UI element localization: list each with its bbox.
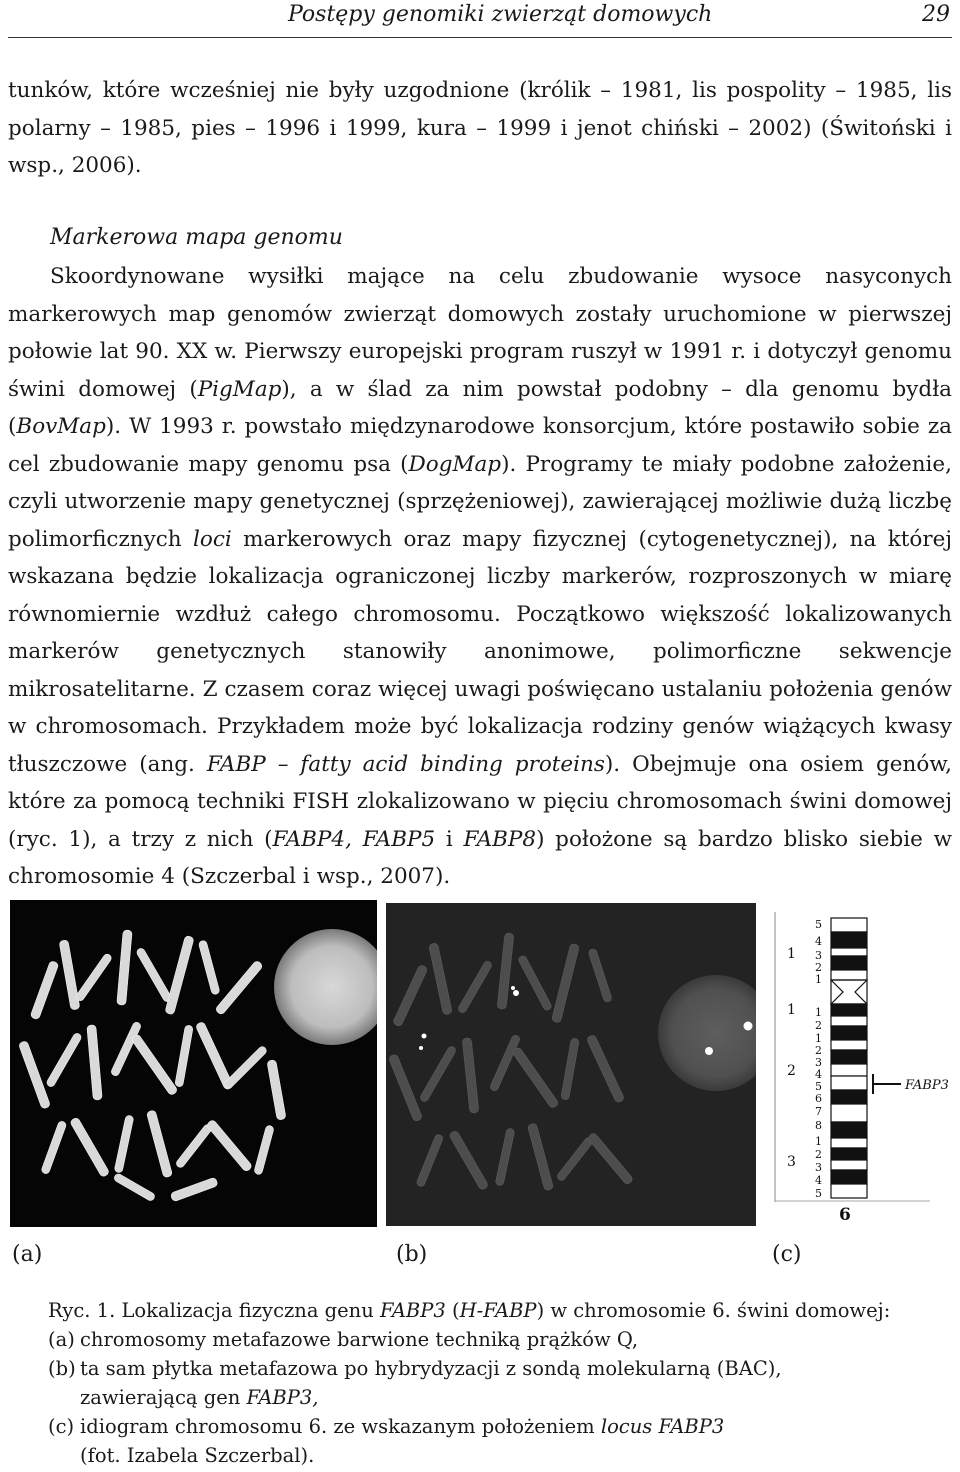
panel-label-b: (b) — [396, 1242, 428, 1267]
band-label: 5 — [815, 1187, 822, 1200]
italic-term: FABP3 — [380, 1299, 446, 1322]
caption-item-label: (c) — [48, 1415, 75, 1438]
text-run: ). Obejmuje ona osiem genów, które za pomocą techniki FISH zlokalizowano w pięciu chromosomach świni domowej (ryc. 1), a trzy z nich ( — [8, 751, 953, 852]
running-header — [0, 0, 960, 40]
caption-item-b — [48, 1354, 928, 1383]
body-text — [8, 72, 952, 896]
text-run: ) położone są bardzo blisko siebie w chromosomie 4 (Szczerbal i wsp., 2007). — [8, 826, 952, 889]
caption-item-text: chromosomy metafazowe barwione techniką prążków Q, — [80, 1328, 639, 1351]
idiogram-region-p1: 1 — [787, 946, 796, 962]
panel-label-a: (a) — [12, 1242, 43, 1267]
text-run: Ryc. 1. Lokalizacja fizyczna genu — [48, 1299, 380, 1322]
idiogram-region-q1: 1 — [787, 1002, 796, 1018]
italic-term-fabp8: FABP8 — [463, 826, 537, 852]
band-label: 3 — [815, 949, 822, 962]
band-label: 8 — [815, 1119, 822, 1132]
band-label: 4 — [815, 1174, 822, 1187]
gene-label-fabp3: FABP3 — [905, 1078, 949, 1093]
metaphase-qbanding-image — [10, 900, 377, 1227]
caption-item-c — [48, 1412, 928, 1441]
metaphase-b-drawing — [386, 903, 756, 1226]
running-title: Postępy genomiki zwierząt domowych — [288, 2, 713, 27]
figure-caption — [48, 1296, 928, 1470]
italic-term-fabp: FABP – fatty acid binding proteins — [206, 751, 605, 777]
idiogram-region-q3: 3 — [787, 1154, 796, 1170]
text-run: Skoordynowane wysiłki mające na celu zbudowanie wysoce nasyconych markerowych map genomów zwierząt domowych zostały uruchomione w pierwszej połowie lat 90. XX w. Pierwszy europejski program ruszył w 1991 r. i dotyczył genomu świni domowej ( — [8, 264, 952, 402]
text-run: ( — [445, 1299, 460, 1322]
italic-term: FABP3, — [246, 1386, 319, 1409]
band-label: 1 — [815, 1006, 822, 1019]
band-label: 2 — [815, 1044, 822, 1057]
caption-item-b-cont — [48, 1383, 928, 1412]
band-label: 1 — [815, 1135, 822, 1148]
caption-item-a — [48, 1325, 928, 1354]
italic-term: locus FABP3 — [600, 1415, 725, 1438]
section-heading: Markerowa mapa genomu — [50, 224, 343, 250]
band-label: 2 — [815, 961, 822, 974]
paragraph-markerowa — [8, 258, 952, 896]
chromosome-number: 6 — [839, 1205, 851, 1225]
band-label: 4 — [815, 1068, 822, 1081]
band-label: 2 — [815, 1019, 822, 1032]
band-label: 1 — [815, 1032, 822, 1045]
caption-item-label: (b) — [48, 1357, 76, 1380]
caption-item-label: (a) — [48, 1328, 75, 1351]
band-label: 2 — [815, 1148, 822, 1161]
band-label: 5 — [815, 918, 822, 931]
metaphase-a-drawing — [10, 900, 377, 1227]
band-label: 3 — [815, 1056, 822, 1069]
italic-term: H-FABP — [459, 1299, 537, 1322]
photo-credit: (fot. Izabela Szczerbal). — [80, 1444, 315, 1467]
italic-term-bovmap: BovMap — [16, 414, 106, 439]
band-label: 5 — [815, 1080, 822, 1093]
text-run: ). W 1993 r. powstało międzynarodowe konsorcjum, które postawiło sobie za cel zbudowanie mapy genomu psa ( — [8, 414, 952, 477]
italic-term-dogmap: DogMap — [408, 451, 502, 477]
page-number: 29 — [922, 2, 950, 27]
text-run: zawierającą gen — [80, 1386, 247, 1409]
italic-term-fabp4-5: FABP4, FABP5 — [272, 826, 436, 852]
caption-item-text: ta sam płytka metafazowa po hybrydyzacji z sondą molekularną (BAC), — [80, 1357, 782, 1380]
idiogram-region-q2: 2 — [787, 1063, 796, 1079]
text-run: ), a w ślad za nim powstał podobny – dla genomu bydła ( — [8, 376, 952, 439]
idiogram-drawing — [765, 912, 955, 1230]
text-run: i — [435, 826, 464, 852]
band-label: 4 — [815, 935, 822, 948]
band-label: 6 — [815, 1092, 822, 1105]
header-rule — [8, 37, 952, 38]
caption-title — [48, 1296, 928, 1325]
band-label: 3 — [815, 1161, 822, 1174]
band-label: 1 — [815, 973, 822, 986]
panel-label-c: (c) — [772, 1242, 802, 1267]
band-label: 7 — [815, 1105, 822, 1118]
italic-term-loci: loci — [193, 526, 232, 552]
text-run: idiogram chromosomu 6. ze wskazanym położeniem — [80, 1415, 601, 1438]
metaphase-fish-image — [386, 903, 756, 1226]
text-run: ). Programy te miały podobne założenie, czyli utworzenie mapy genetycznej (sprzężeniowej), zawierającej możliwie dużą liczbę polimorficznych — [8, 451, 952, 552]
italic-term-pigmap: PigMap — [197, 376, 282, 402]
text-run: markerowych oraz mapy fizycznej (cytogenetycznej), na której wskazana będzie lokalizacja ograniczonej liczby markerów, rozproszonych w miarę równomiernie wzdłuż całego chromosomu. Początkowo większość lokalizowanych markerów genetycznych stanowiły anonimowe, polimorficzne sekwencje mikrosatelitarne. Z czasem coraz więcej uwagi poświęcano ustalaniu położenia genów w chromosomach. Przykładem może być lokalizacja rodziny genów wiążących kwasy tłuszczowe (ang. — [8, 526, 952, 777]
text-run: ) w chromosomie 6. świni domowej: — [536, 1299, 891, 1322]
paragraph-continued: tunków, które wcześniej nie były uzgodnione (królik – 1981, lis pospolity – 1985, lis polarny – 1985, pies – 1996 i 1999, kura – 1999 i jenot chiński – 2002) (Świtoński i wsp., 2006). — [8, 78, 952, 178]
chromosome-6-idiogram — [765, 912, 955, 1230]
